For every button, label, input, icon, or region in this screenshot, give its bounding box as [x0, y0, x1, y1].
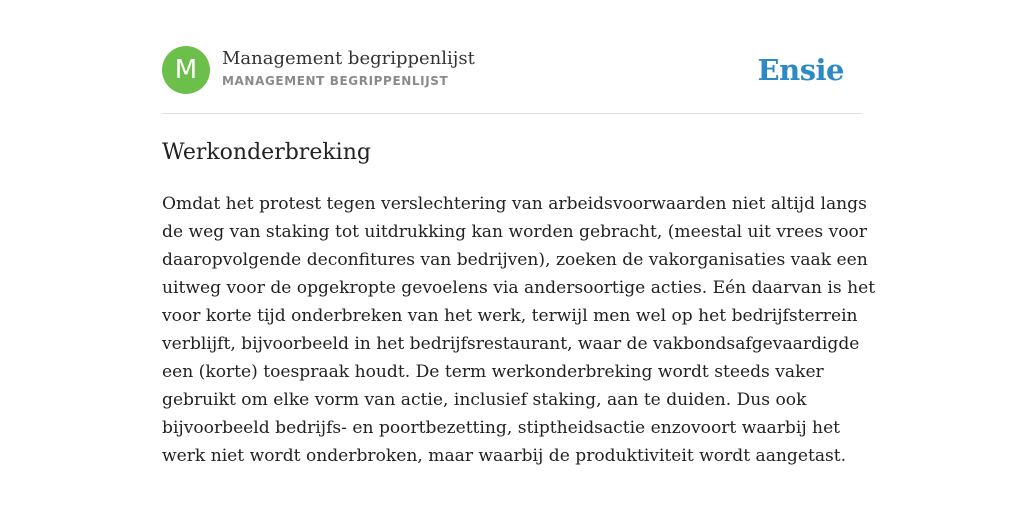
header-divider — [162, 113, 862, 114]
header — [162, 46, 862, 96]
definition-line: de weg van staking tot uitdrukking kan worden gebracht, (meestal uit vrees voor — [162, 222, 868, 242]
definition-line: uitweg voor de opgekropte gevoelens via andersoortige acties. Eén daarvan is het — [162, 278, 876, 298]
definition-line: voor korte tijd onderbreken van het werk, terwijl men wel op het bedrijfsterrein — [162, 306, 858, 326]
definition-line: werk niet wordt onderbroken, maar waarbij de produktiviteit wordt aangetast. — [162, 446, 847, 466]
dictionary-avatar[interactable] — [162, 46, 210, 94]
dictionary-title-link[interactable]: Management begrippenlijst — [222, 48, 475, 69]
term-title: Werkonderbreking — [162, 140, 371, 165]
ensie-logo-link[interactable]: Ensie — [757, 53, 844, 87]
definition-line: bijvoorbeeld bedrijfs- en poortbezetting, stiptheidsactie enzovoort waarbij het — [162, 418, 841, 438]
avatar-letter: M — [174, 55, 198, 85]
dictionary-subtitle: MANAGEMENT BEGRIPPENLIJST — [222, 74, 449, 88]
definition-line: daaropvolgende deconfitures van bedrijven), zoeken de vakorganisaties vaak een — [162, 250, 868, 270]
definition-line: Omdat het protest tegen verslechtering van arbeidsvoorwaarden niet altijd langs — [162, 194, 867, 214]
definition-line: verblijft, bijvoorbeeld in het bedrijfsrestaurant, waar de vakbondsafgevaardigde — [162, 334, 860, 354]
definition-line: gebruikt om elke vorm van actie, inclusief staking, aan te duiden. Dus ook — [162, 390, 807, 410]
term-definition — [162, 190, 876, 470]
definition-line: een (korte) toespraak houdt. De term werkonderbreking wordt steeds vaker — [162, 362, 824, 382]
dictionary-titles — [222, 48, 475, 88]
